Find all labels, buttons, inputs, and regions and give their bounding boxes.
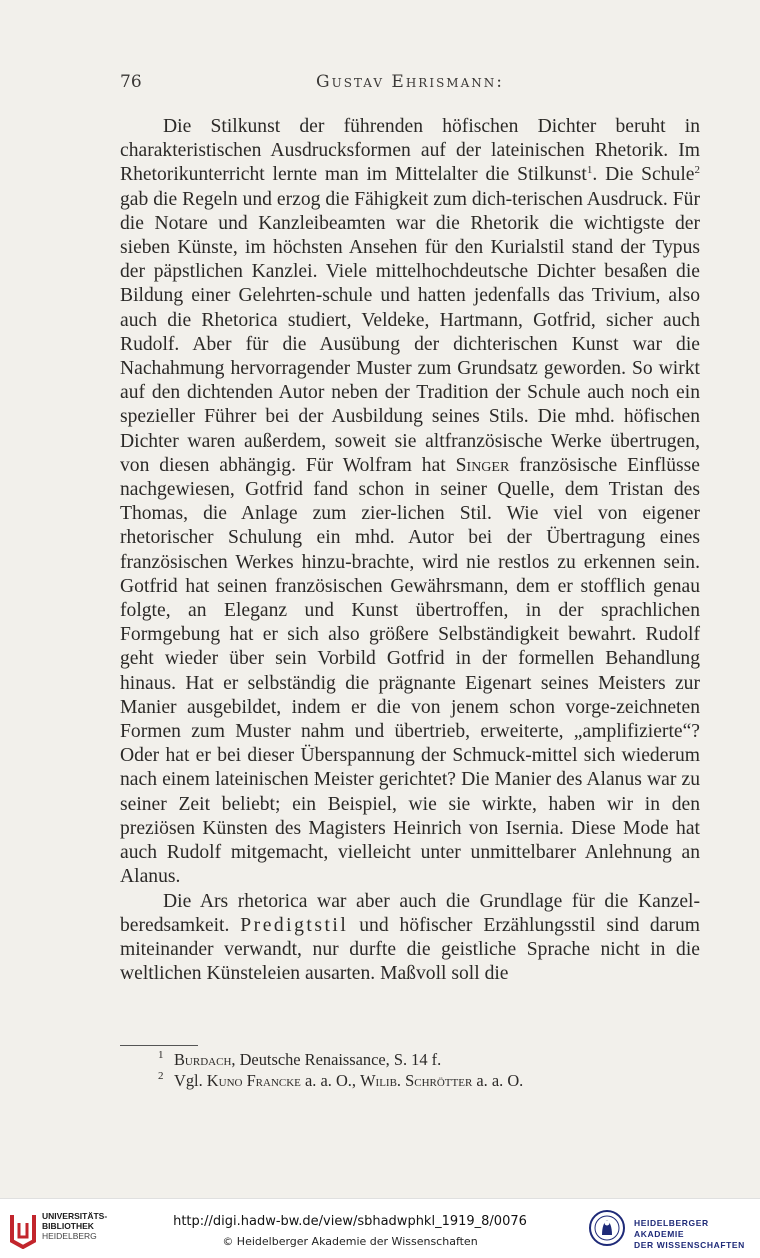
university-library-logo-icon[interactable] <box>8 1211 38 1249</box>
footnote-author: Kuno Francke <box>206 1071 301 1090</box>
permalink-url[interactable]: http://digi.hadw-bw.de/view/sbhadwphkl_1919_8/0076 <box>173 1214 527 1229</box>
library-name-line-2: BIBLIOTHEK <box>42 1221 94 1231</box>
footnote-text: a. a. O., <box>300 1071 361 1090</box>
paragraph-1 <box>120 115 700 890</box>
footnote-ref-1: 1 <box>586 164 593 177</box>
paragraph-2-part-b: und höfischer Erzählungsstil sind darum miteinander verwandt, nur durfte die geistliche Sprache nicht in die weltlichen Künsteleien ausarten. Maßvoll soll die <box>120 914 700 985</box>
running-head: Gustav Ehrismann: <box>316 72 504 92</box>
footnote-2 <box>120 1070 700 1091</box>
paragraph-2 <box>120 890 700 987</box>
academy-name-line-2: DER WISSENSCHAFTEN <box>634 1240 745 1250</box>
footnote-1 <box>120 1049 700 1070</box>
library-name-line-1: UNIVERSITÄTS- <box>42 1211 108 1221</box>
footnote-text: Vgl. <box>174 1071 207 1090</box>
spaced-term-predigtstil: Predigtstil <box>240 914 349 936</box>
paragraph-1-part-b: . Die Schule <box>592 164 695 186</box>
footnote-author: Wilib. Schrötter <box>360 1071 473 1090</box>
page-header <box>120 72 700 96</box>
footnote-ref-2: 2 <box>694 164 700 177</box>
academy-name[interactable] <box>634 1218 760 1251</box>
body-text <box>120 115 700 986</box>
academy-name-line-1: HEIDELBERGER AKADEMIE <box>634 1218 709 1239</box>
footnote-author: Burdach <box>174 1050 232 1069</box>
paragraph-2-part-a: Die Ars rhetorica war aber auch die Grundlage für die Kanzel-beredsamkeit. <box>120 890 700 936</box>
copyright-notice: © Heidelberger Akademie der Wissenschaften <box>222 1235 478 1248</box>
viewer-footer <box>0 1198 760 1258</box>
footnotes <box>120 1049 700 1091</box>
paragraph-1-part-d: französische Einflüsse nachgewiesen, Gotfrid fand schon in seiner Quelle, dem Tristan des Thomas, die Anlage zum zier-lichen Stil. Wie viel von eigener rhetorischer Schulung ein mhd. Autor bei der Übertragung eines französischen Werkes hinzu-brachte, wird nie restlos zu erkennen sein. Gotfrid hat seinen französischen Gewährsmann, dem er stofflich genau folgte, an Eleganz und Kunst übertroffen, in der sprachlichen Formgebung hat er sich also größere Selbständigkeit bewahrt. Rudolf geht wieder über sein Vorbild Gotfrid in der formellen Behandlung hinaus. Hat er selbständig die prägnante Eigenart seines Meisters zur Manier ausgebildet, indem er die von jenem schon vorge-zeichneten Formen zum Muster nahm und übertrieb, erweiterte, „amplifizierte“? Oder hat er bei dieser Überspannung der Schmuck-mittel sich wiederum nach einem lateinischen Meister gerichtet? Die Manier des Alanus war zu seiner Zeit beliebt; ein Beispiel, wie sie wirkte, haben wir in den preziösen Künsten des Magisters Heinrich von Isernia. Diese Mode hat auch Rudolf mitgemacht, vielleicht unter unmittelbarer Anlehnung an Alanus. <box>120 454 700 888</box>
page-number: 76 <box>120 72 142 92</box>
footnote-mark: 2 <box>158 1070 164 1082</box>
paragraph-1-part-a: Die Stilkunst der führenden höfischen Dichter beruht in charakteristischen Ausdrucksformen auf der lateinischen Rhetorik. Im Rhetorikunterricht lernte man im Mittelalter die Stilkunst <box>120 116 700 186</box>
library-name[interactable] <box>42 1211 107 1241</box>
footnote-text: , Deutsche Renaissance, S. 14 f. <box>231 1050 442 1069</box>
library-name-line-3: HEIDELBERG <box>42 1231 97 1241</box>
paragraph-1-part-c: gab die Regeln und erzog die Fähigkeit zum dich-terischen Ausdruck. Für die Notare und Kanzleibeamten war die Rhetorik die wichtigste der sieben Künste, im höchsten Ansehen für den Kurialstil stand der Typus der päpstlichen Kanzlei. Viele mittelhochdeutsche Dichter besaßen die Bildung einer Gelehrten-schule und hatten jedenfalls das Trivium, also auch die Rhetorica studiert, Veldeke, Hartmann, Gotfrid, sicher auch Rudolf. Aber für die Ausübung der dichterischen Kunst war die Nachahmung hervorragender Muster zum Grundsatz geworden. So wirkt auf den dichtenden Autor neben der Tradition der Schule auch noch ein spezieller Führer bei der Ausbildung seines Stils. Die mhd. höfischen Dichter waren außerdem, soweit sie altfranzösische Werke übertrugen, von diesen abhängig. Für Wolfram hat <box>120 188 700 476</box>
author-name-singer: Singer <box>455 454 510 476</box>
academy-seal-icon[interactable] <box>588 1209 626 1247</box>
footnote-text: a. a. O. <box>472 1071 524 1090</box>
footnote-mark: 1 <box>158 1049 164 1061</box>
